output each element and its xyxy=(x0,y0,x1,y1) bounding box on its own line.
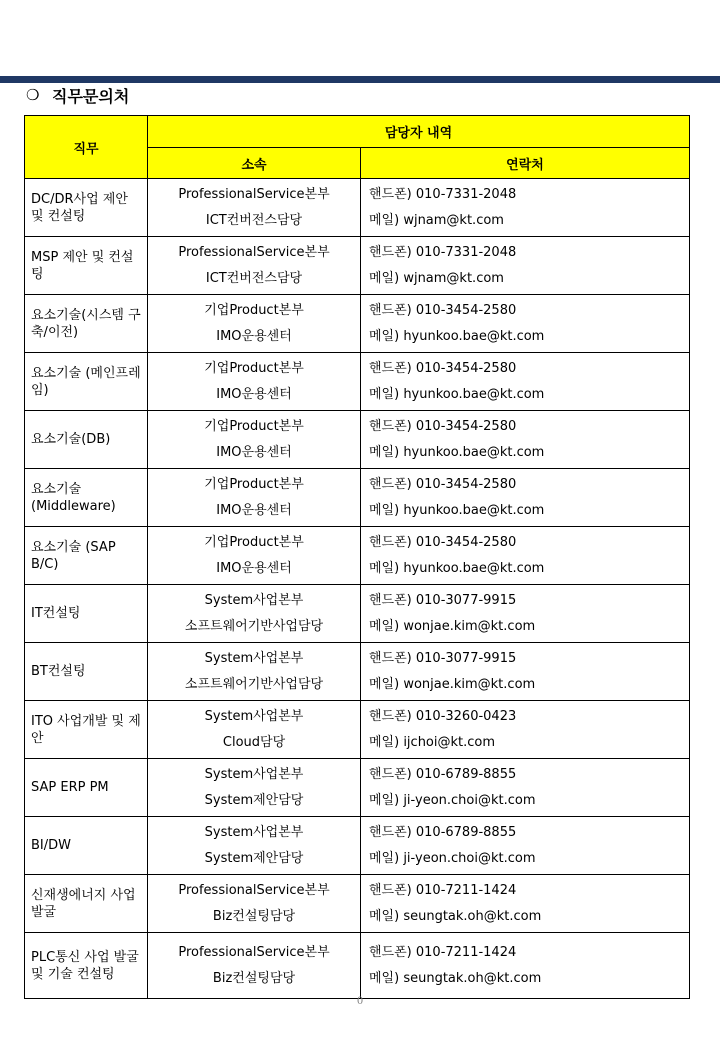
header-contact-details: 담당자 내역 xyxy=(148,116,690,148)
phone-text: 핸드폰) 010-3454-2580 xyxy=(369,360,517,376)
team-text: Cloud담당 xyxy=(222,734,286,750)
team-text: IMO운용센터 xyxy=(216,328,292,344)
role-cell: MSP 제안 및 컨설팅 xyxy=(25,237,148,295)
division-text: System사업본부 xyxy=(204,592,304,608)
email-text: 메일) hyunkoo.bae@kt.com xyxy=(369,502,545,518)
table-row xyxy=(25,701,690,759)
phone-text: 핸드폰) 010-7331-2048 xyxy=(369,186,517,202)
header-affiliation: 소속 xyxy=(148,148,361,179)
role-cell: 요소기술(DB) xyxy=(25,411,148,469)
team-text: Biz컨설팅담당 xyxy=(212,970,296,986)
table-row xyxy=(25,933,690,999)
contact-cell xyxy=(361,469,690,527)
affiliation-cell xyxy=(148,933,361,999)
affiliation-cell xyxy=(148,643,361,701)
affiliation-cell xyxy=(148,295,361,353)
role-cell: IT컨설팅 xyxy=(25,585,148,643)
role-cell: PLC통신 사업 발굴 및 기술 컨설팅 xyxy=(25,933,148,999)
role-cell: BI/DW xyxy=(25,817,148,875)
header-role: 직무 xyxy=(25,116,148,179)
contact-cell xyxy=(361,817,690,875)
affiliation-cell xyxy=(148,179,361,237)
table-row xyxy=(25,875,690,933)
division-text: System사업본부 xyxy=(204,824,304,840)
table-row xyxy=(25,643,690,701)
table-row xyxy=(25,759,690,817)
contact-cell xyxy=(361,875,690,933)
team-text: System제안담당 xyxy=(204,850,304,866)
team-text: IMO운용센터 xyxy=(216,444,292,460)
phone-text: 핸드폰) 010-3454-2580 xyxy=(369,476,517,492)
affiliation-cell xyxy=(148,585,361,643)
contact-cell xyxy=(361,353,690,411)
phone-text: 핸드폰) 010-3077-9915 xyxy=(369,592,517,608)
division-text: ProfessionalService본부 xyxy=(178,244,330,260)
affiliation-cell xyxy=(148,817,361,875)
table-row xyxy=(25,585,690,643)
role-cell: ITO 사업개발 및 제안 xyxy=(25,701,148,759)
email-text: 메일) wonjae.kim@kt.com xyxy=(369,676,536,692)
phone-text: 핸드폰) 010-7211-1424 xyxy=(369,882,517,898)
division-text: 기업Product본부 xyxy=(204,360,304,376)
table-row xyxy=(25,411,690,469)
contact-cell xyxy=(361,759,690,817)
role-cell: DC/DR사업 제안 및 컨설팅 xyxy=(25,179,148,237)
phone-text: 핸드폰) 010-3454-2580 xyxy=(369,534,517,550)
table-row xyxy=(25,353,690,411)
contact-cell xyxy=(361,237,690,295)
table-row xyxy=(25,527,690,585)
affiliation-cell xyxy=(148,759,361,817)
team-text: 소프트웨어기반사업담당 xyxy=(184,618,324,634)
team-text: IMO운용센터 xyxy=(216,560,292,576)
division-text: System사업본부 xyxy=(204,708,304,724)
division-text: System사업본부 xyxy=(204,766,304,782)
affiliation-cell xyxy=(148,701,361,759)
phone-text: 핸드폰) 010-6789-8855 xyxy=(369,766,517,782)
table-row xyxy=(25,295,690,353)
role-cell: SAP ERP PM xyxy=(25,759,148,817)
contact-cell xyxy=(361,933,690,999)
affiliation-cell xyxy=(148,527,361,585)
role-cell: 신재생에너지 사업 발굴 xyxy=(25,875,148,933)
contact-cell xyxy=(361,179,690,237)
phone-text: 핸드폰) 010-3454-2580 xyxy=(369,418,517,434)
division-text: 기업Product본부 xyxy=(204,302,304,318)
affiliation-cell xyxy=(148,875,361,933)
email-text: 메일) wjnam@kt.com xyxy=(369,270,504,286)
contact-cell xyxy=(361,411,690,469)
role-cell: 요소기술 (Middleware) xyxy=(25,469,148,527)
email-text: 메일) ji-yeon.choi@kt.com xyxy=(369,792,536,808)
table-row xyxy=(25,469,690,527)
section-heading xyxy=(26,84,129,106)
division-text: ProfessionalService본부 xyxy=(178,944,330,960)
phone-text: 핸드폰) 010-3260-0423 xyxy=(369,708,517,724)
email-text: 메일) ijchoi@kt.com xyxy=(369,734,496,750)
header-contact: 연락처 xyxy=(361,148,690,179)
team-text: ICT컨버전스담당 xyxy=(205,212,303,228)
contact-cell xyxy=(361,295,690,353)
contact-cell xyxy=(361,585,690,643)
contact-cell xyxy=(361,701,690,759)
team-text: 소프트웨어기반사업담당 xyxy=(184,676,324,692)
division-text: ProfessionalService본부 xyxy=(178,882,330,898)
email-text: 메일) wonjae.kim@kt.com xyxy=(369,618,536,634)
email-text: 메일) hyunkoo.bae@kt.com xyxy=(369,560,545,576)
contact-table xyxy=(24,115,690,999)
email-text: 메일) seungtak.oh@kt.com xyxy=(369,970,542,986)
team-text: IMO운용센터 xyxy=(216,386,292,402)
role-cell: 요소기술 (SAP B/C) xyxy=(25,527,148,585)
affiliation-cell xyxy=(148,469,361,527)
circle-bullet-icon: ❍ xyxy=(26,86,40,104)
email-text: 메일) hyunkoo.bae@kt.com xyxy=(369,328,545,344)
email-text: 메일) wjnam@kt.com xyxy=(369,212,504,228)
team-text: Biz컨설팅담당 xyxy=(212,908,296,924)
table-row xyxy=(25,817,690,875)
role-cell: 요소기술 (메인프레임) xyxy=(25,353,148,411)
role-cell: BT컨설팅 xyxy=(25,643,148,701)
email-text: 메일) hyunkoo.bae@kt.com xyxy=(369,386,545,402)
table-row xyxy=(25,237,690,295)
phone-text: 핸드폰) 010-6789-8855 xyxy=(369,824,517,840)
team-text: IMO운용센터 xyxy=(216,502,292,518)
division-text: 기업Product본부 xyxy=(204,534,304,550)
division-text: ProfessionalService본부 xyxy=(178,186,330,202)
team-text: ICT컨버전스담당 xyxy=(205,270,303,286)
top-rule-bar xyxy=(0,76,720,83)
role-cell: 요소기술(시스템 구축/이전) xyxy=(25,295,148,353)
email-text: 메일) seungtak.oh@kt.com xyxy=(369,908,542,924)
section-title: 직무문의처 xyxy=(52,86,130,106)
table-row xyxy=(25,179,690,237)
team-text: System제안담당 xyxy=(204,792,304,808)
division-text: 기업Product본부 xyxy=(204,418,304,434)
contact-cell xyxy=(361,643,690,701)
email-text: 메일) ji-yeon.choi@kt.com xyxy=(369,850,536,866)
page-number: 0 xyxy=(356,996,364,1007)
contact-cell xyxy=(361,527,690,585)
division-text: 기업Product본부 xyxy=(204,476,304,492)
phone-text: 핸드폰) 010-3077-9915 xyxy=(369,650,517,666)
phone-text: 핸드폰) 010-3454-2580 xyxy=(369,302,517,318)
phone-text: 핸드폰) 010-7211-1424 xyxy=(369,944,517,960)
division-text: System사업본부 xyxy=(204,650,304,666)
affiliation-cell xyxy=(148,411,361,469)
affiliation-cell xyxy=(148,353,361,411)
email-text: 메일) hyunkoo.bae@kt.com xyxy=(369,444,545,460)
phone-text: 핸드폰) 010-7331-2048 xyxy=(369,244,517,260)
affiliation-cell xyxy=(148,237,361,295)
